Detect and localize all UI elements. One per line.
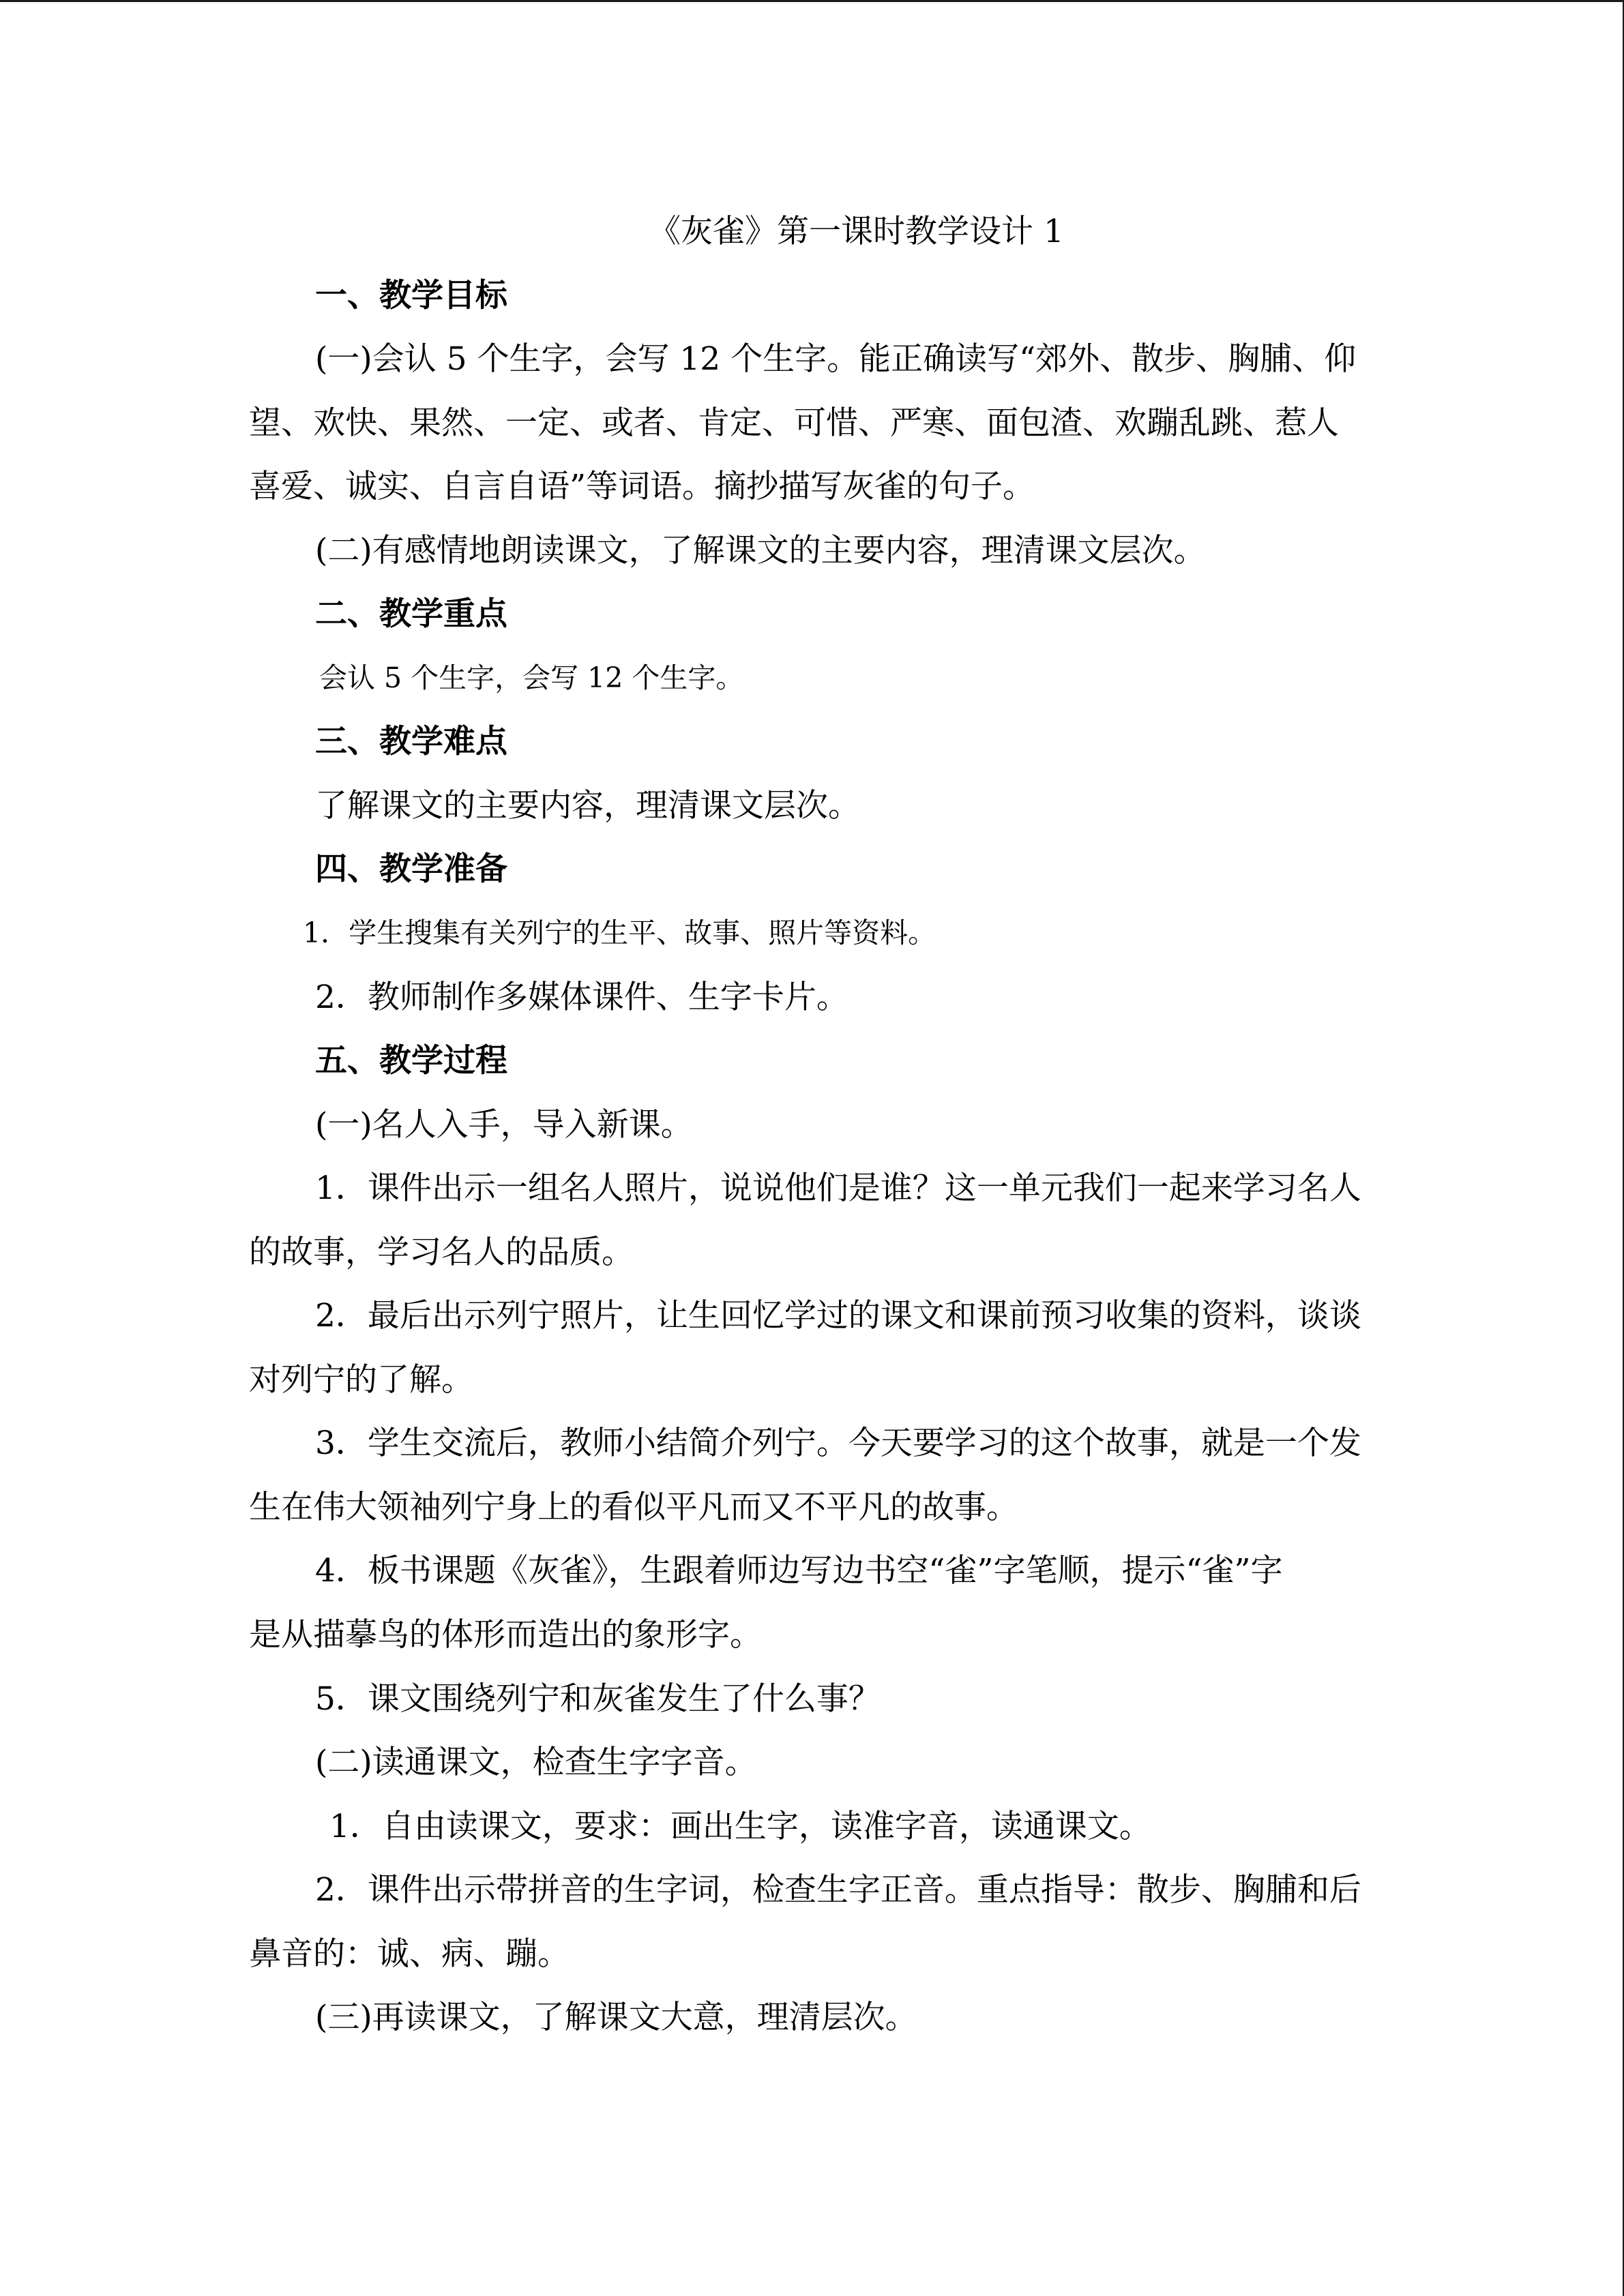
step-title: (二)读通课文，检查生字字音。 — [315, 1744, 757, 1782]
paragraph — [249, 1539, 1408, 1667]
paragraph-line: 1．自由读课文，要求：画出生字，读准字音，读通课文。 — [329, 1807, 1151, 1845]
paragraph — [249, 1284, 1408, 1412]
process-step — [249, 1986, 1408, 2050]
paragraph-line: 生在伟大领袖列宁身上的看似平凡而又不平凡的故事。 — [249, 1488, 1018, 1526]
paragraph — [249, 519, 1408, 583]
section-key-points — [249, 582, 1408, 710]
paragraph-line: (一)会认 5 个生字，会写 12 个生字。能正确读写“郊外、散步、胸脯、仰 — [315, 340, 1357, 378]
paragraph-line: 对列宁的了解。 — [249, 1360, 473, 1399]
paragraph — [249, 327, 1408, 519]
paragraph-line: 5．课文围绕列宁和灰雀发生了什么事？ — [315, 1680, 881, 1718]
paragraph-line: (二)有感情地朗读课文，了解课文的主要内容，理清课文层次。 — [315, 531, 1206, 569]
list-item: 1．学生搜集有关列宁的生平、故事、照片等资料。 — [303, 916, 936, 950]
paragraph-line: 的故事，学习名人的品质。 — [249, 1233, 634, 1271]
paragraph — [249, 1795, 1408, 1859]
process-step — [249, 1731, 1408, 1986]
list-item: 2．教师制作多媒体课件、生字卡片。 — [315, 978, 848, 1016]
paragraph — [249, 1157, 1408, 1284]
step-title: (一)名人入手，导入新课。 — [315, 1105, 693, 1144]
paragraph — [249, 1858, 1408, 1986]
paragraph-line: 了解课文的主要内容，理清课文层次。 — [315, 786, 860, 824]
step-title: (三)再读课文，了解课文大意，理清层次。 — [315, 1999, 917, 2037]
section-process — [249, 1029, 1408, 2050]
process-step — [249, 1093, 1408, 1731]
paragraph-line: 鼻音的：诚、病、蹦。 — [249, 1935, 570, 1973]
section-objectives — [249, 264, 1408, 583]
paragraph-line: 3．学生交流后，教师小结简介列宁。今天要学习的这个故事，就是一个发 — [315, 1425, 1361, 1463]
paragraph-line: 喜爱、诚实、自言自语”等词语。摘抄描写灰雀的句子。 — [249, 468, 1035, 506]
paragraph-line: 4．板书课题《灰雀》，生跟着师边写边书空“雀”字笔顺，提示“雀”字 — [315, 1552, 1283, 1590]
paragraph-line: 2．最后出示列宁照片，让生回忆学过的课文和课前预习收集的资料，谈谈 — [315, 1297, 1361, 1335]
section-heading: 五、教学过程 — [315, 1042, 507, 1080]
section-preparation — [249, 837, 1408, 1029]
document-title: 《灰雀》第一课时教学设计 1 — [649, 213, 1064, 250]
section-heading: 二、教学重点 — [315, 595, 507, 633]
section-heading: 一、教学目标 — [315, 276, 507, 314]
paragraph-line: 1．课件出示一组名人照片，说说他们是谁？这一单元我们一起来学习名人 — [315, 1169, 1361, 1208]
paragraph-line: 望、欢快、果然、一定、或者、肯定、可惜、严寒、面包渣、欢蹦乱跳、惹人 — [249, 404, 1339, 442]
paragraph-line: 会认 5 个生字，会写 12 个生字。 — [319, 661, 744, 694]
paragraph-line: 是从描摹鸟的体形而造出的象形字。 — [249, 1616, 762, 1654]
section-difficulties — [249, 710, 1408, 837]
paragraph — [249, 1667, 1408, 1731]
section-heading: 三、教学难点 — [315, 723, 507, 761]
paragraph — [249, 1412, 1408, 1539]
section-heading: 四、教学准备 — [315, 850, 507, 889]
paragraph-line: 2．课件出示带拼音的生字词，检查生字正音。重点指导：散步、胸脯和后 — [315, 1871, 1361, 1909]
document-body — [249, 200, 1408, 2050]
